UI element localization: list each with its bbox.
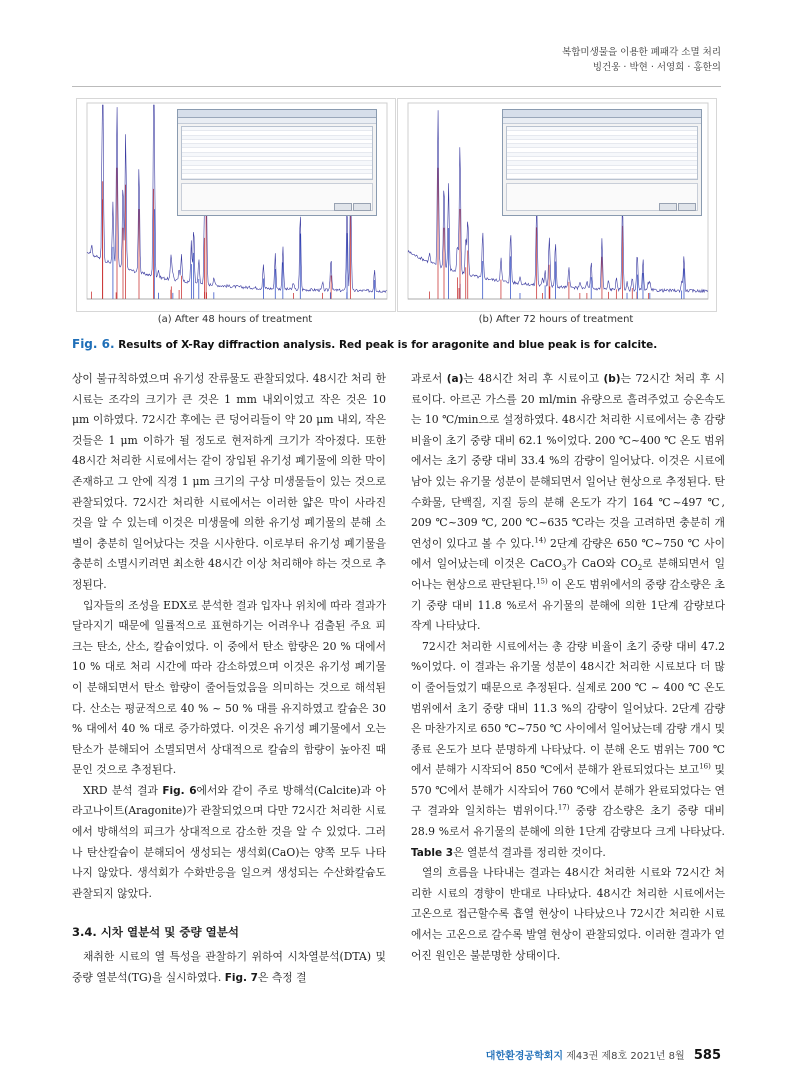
header-rule — [72, 86, 721, 87]
citation[interactable]: 14) — [534, 536, 547, 545]
page-footer — [486, 1047, 721, 1063]
xrd-panel-a — [76, 98, 396, 312]
caption-a: (a) After 48 hours of treatment — [157, 314, 313, 325]
citation[interactable]: 17) — [557, 803, 570, 812]
paragraph: 상이 불규칙하였으며 유기성 잔류물도 관찰되었다. 48시간 처리 한 시료는 조각의 크기가 큰 것은 1 mm 내외이었고 작은 것은 10 μm 이하였다. 72시간 후에는 큰 덩어리들이 약 20 μm 내외, 작은 것들은 1 μm 이하가 될 정도로 현저하게 크기가 작아졌다. 또한 48시간 처리한 시료에서는 같이 장입된 유기성 폐기물에 의한 막이 존재하고 그 안에 직경 1 μm 크기의 구상 미생물들이 있는 것으로 관찰되었다. 72시간 처리한 시료에서는 이러한 얇은 막이 사라진 것을 알 수 있는데 이것은 미생물에 의한 유기성 폐기물의 분해 소별이 충분히 일어났다는 것을 시사한다. 이로부터 유기성 폐기물을 충분히 소멸시키려면 최소한 48시간 이상 처리해야 하는 것으로 추정된다. — [72, 372, 386, 591]
software-window-b — [502, 109, 702, 216]
left-column — [72, 369, 386, 988]
paragraph: XRD 분석 결과 Fig. 6에서와 같이 주로 방해석(Calcite)과 아라고나이트(Aragonite)가 관찰되었으며 다만 72시간 처리한 시료에서 방해석의 피크가 상대적으로 감소한 것을 알 수 있었다. 그러나 탄산칼슘이 분해되어 생성되는 생석회(CaO)는 양쪽 모두 나타나지 않았다. 생석회가 수화반응을 일으켜 생성되는 수산화칼슘도 관찰되지 않았다. — [72, 783, 386, 900]
running-header-authors: 빙건웅 · 박현 · 서영희 · 홍한의 — [592, 62, 721, 73]
section-heading: 3.4. 시차 열분석 및 중량 열분석 — [72, 925, 239, 940]
paragraph: 입자들의 조성을 EDX로 분석한 결과 입자나 위치에 따라 결과가 달라지기 때문에 일률적으로 표현하기는 어려우나 검출된 주요 피크는 탄소, 산소, 칼슘이었다. 이 중에서 탄소 함량은 20 % 대에서 10 % 대로 처리 시간에 따라 감소하였으며 이것은 유기성 폐기물이 분해되면서 탄소 함량이 줄어들었음을 의미하는 것으로 해석된다. 산소는 평균적으로 40 % ~ 50 % 대를 유지하였고 칼슘은 30 % 대에서 40 % 대로 증가하였다. 이것은 유기성 폐기물에서 오는 탄소가 분해되어 소멸되면서 상대적으로 칼슘의 함량이 높아진 때문인 것으로 추정된다. — [72, 598, 386, 777]
journal-name: 대한환경공학회지 — [485, 1051, 564, 1062]
right-column — [411, 369, 725, 966]
figure-caption-text: Results of X-Ray diffraction analysis. Red peak is for aragonite and blue peak is for calcite. — [118, 339, 658, 351]
software-window-a — [177, 109, 377, 216]
paragraph: 채취한 시료의 열 특성을 관찰하기 위하여 시차열분석(DTA) 및 중량 열분석(TG)을 실시하였다. Fig. 7은 측정 결 — [72, 950, 386, 984]
figure-caption — [72, 337, 657, 351]
citation[interactable]: 15) — [536, 577, 548, 586]
citation[interactable]: 16) — [699, 762, 711, 771]
paragraph: 열의 흐름을 나타내는 결과는 48시간 처리한 시료와 72시간 처리한 시료의 경향이 반대로 나타났다. 48시간 처리한 시료에서는 고온으로 접근할수록 흡열 현상이 나타났으나 72시간 처리한 시료에서는 고온으로 갈수록 발열 현상이 관찰되었다. 이러한 결과가 얻어진 원인은 불분명한 상태이다. — [411, 866, 725, 962]
table-ref[interactable]: Table 3 — [411, 846, 454, 859]
running-header-title: 복합미생물을 이용한 폐패각 소멸 처리 — [562, 47, 721, 58]
page-number: 585 — [693, 1048, 721, 1063]
figure-ref[interactable]: Fig. 7 — [224, 971, 258, 984]
figure-ref[interactable]: Fig. 6 — [162, 784, 197, 797]
paragraph: 과로서 (a)는 48시간 처리 후 시료이고 (b)는 72시간 처리 후 시료이다. 아르곤 가스를 20 ml/min 유량으로 흘려주었고 승온속도는 10 ℃/min으로 설정하였다. 48시간 처리한 시료에서는 총 감량 비율이 초기 중량 대비 62.1 %이었다. 200 ℃~400 ℃ 온도 범위에서는 초기 중량 대비 33.4 %의 감량이 일어났다. 이것은 시료에 남아 있는 유기물 성분이 분해되면서 일어난 현상으로 추정된다. 탄수화물, 단백질, 지질 등의 분해 온도가 각기 164 ℃~497 ℃, 209 ℃~309 ℃, 200 ℃~635 ℃라는 것을 고려하면 충분히 개연성이 있다고 볼 수 있다.$^{14)}$ 2단계 감량은 650 ℃~750 ℃ 사이에서 일어났는데 이것은 CaCO$_3$가 CaO와 $CO_2$로 분해되면서 일어나는 현상으로 판단된다.$^{15)}$ 이 온도 범위에서의 중량 감소량은 초기 중량 대비 11.8 %로서 유기물의 분해에 의한 1단계 감량보다 작게 나타났다. — [411, 372, 725, 633]
figure-label: Fig. 6. — [72, 337, 115, 351]
journal-issue: 제43권 제8호 2021년 8월 — [566, 1051, 685, 1062]
paragraph: 72시간 처리한 시료에서는 총 감량 비율이 초기 중량 대비 47.2 %이었다. 이 결과는 유기물 성분이 48시간 처리한 시료보다 더 많이 줄어들었기 때문으로 추정된다. 실제로 200 ℃ ~ 400 ℃ 온도 범위에서 초기 중량 대비 11.3 %의 감량이 일어났다. 2단계 감량은 마찬가지로 650 ℃~750 ℃ 사이에서 일어났는데 감량 개시 및 종료 온도가 보다 분명하게 나타났다. 이 분해 온도 범위는 700 ℃에서 분해가 시작되어 850 ℃에서 분해가 완료되었다는 보고$^{16)}$ 및 570 ℃에서 분해가 시작되어 760 ℃에서 분해가 완료되었다는 연구 결과와 일치하는 범위이다.$^{17)}$ 중량 감소량은 초기 중량 대비 28.9 %로서 유기물의 분해에 의한 1단계 감량보다 크게 나타났다. Table 3은 열분석 결과를 정리한 것이다. — [411, 639, 725, 859]
xrd-panel-b — [397, 98, 717, 312]
caption-b: (b) After 72 hours of treatment — [478, 314, 634, 325]
